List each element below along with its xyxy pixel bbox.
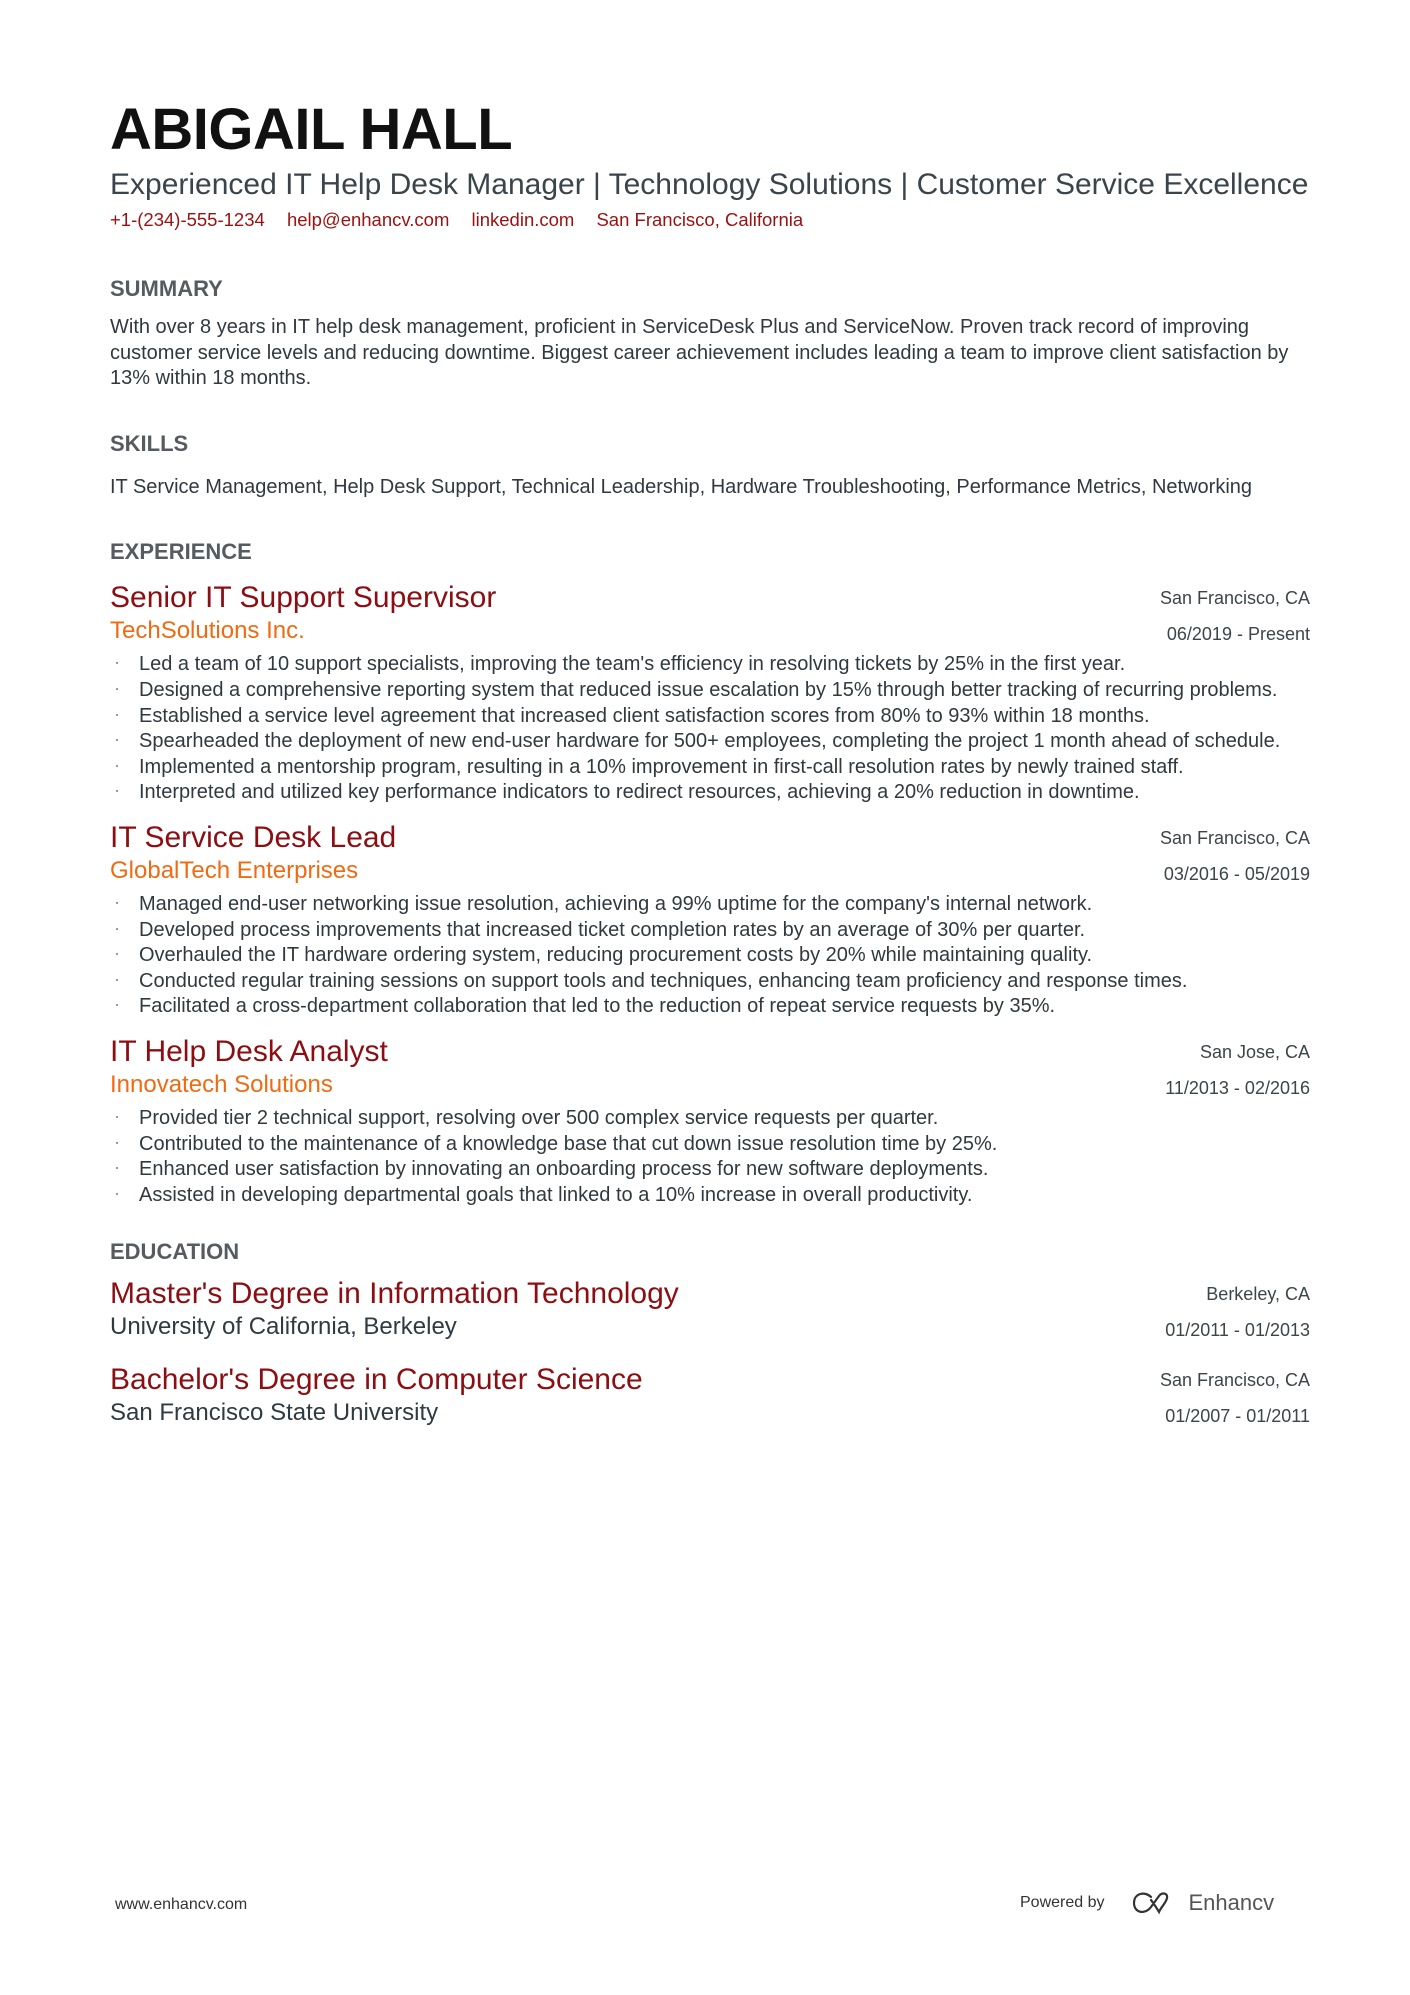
education-entry — [110, 1362, 1310, 1428]
education-location: Berkeley, CA — [1206, 1284, 1310, 1305]
bullet-item: · Implemented a mentorship program, resulting in a 10% improvement in first-call resolution rates by newly trained staff. — [110, 755, 1310, 781]
brand-name: Enhancv — [1188, 1890, 1275, 1915]
education-location: San Francisco, CA — [1159, 1370, 1310, 1391]
bullet-item: · Spearheaded the deployment of new end-user hardware for 500+ employees, completing the project 1 month ahead of schedule. — [110, 729, 1310, 755]
footer-branding — [1020, 1890, 1274, 1916]
degree: Master's Degree in Information Technology — [110, 1277, 679, 1311]
bullet-item: · Led a team of 10 support specialists, improving the team's efficiency in resolving tickets by 25% in the first year. — [110, 652, 1310, 678]
skills-section — [110, 430, 1310, 501]
education-section — [110, 1238, 1310, 1428]
school: University of California, Berkeley — [110, 1313, 457, 1341]
linkedin-link[interactable]: linkedin.com — [471, 209, 575, 230]
job-entry — [110, 820, 1310, 1020]
education-entry — [110, 1276, 1310, 1342]
company-name: TechSolutions Inc. — [110, 617, 305, 645]
education-meta — [1160, 1362, 1310, 1434]
email[interactable]: help@enhancv.com — [286, 209, 450, 230]
candidate-name: ABIGAIL HALL — [110, 97, 513, 162]
powered-by-label: Powered by — [1020, 1894, 1105, 1911]
job-bullets — [110, 892, 1310, 1020]
bullet-item: · Established a service level agreement that increased client satisfaction scores from 80% to 93% within 18 months. — [110, 704, 1310, 730]
section-title: SUMMARY — [110, 276, 223, 301]
job-meta — [1160, 580, 1310, 652]
enhancv-logo — [1131, 1890, 1275, 1916]
education-meta — [1165, 1276, 1310, 1348]
job-meta — [1165, 1034, 1310, 1106]
skills-text: IT Service Management, Help Desk Support, Technical Leadership, Hardware Troubleshooting, Performance Metrics, Networking — [110, 475, 1253, 498]
bullet-item: · Developed process improvements that increased ticket completion rates by an average of 30% per quarter. — [110, 918, 1310, 944]
company-name: GlobalTech Enterprises — [110, 856, 359, 884]
bullet-item: · Assisted in developing departmental goals that linked to a 10% increase in overall productivity. — [110, 1183, 1310, 1209]
headline: Experienced IT Help Desk Manager | Technology Solutions | Customer Service Excellence — [110, 168, 1309, 201]
bullet-item: · Conducted regular training sessions on support tools and techniques, enhancing team proficiency and response times. — [110, 969, 1310, 995]
education-dates: 01/2007 - 01/2011 — [1165, 1406, 1310, 1427]
section-title: SKILLS — [110, 430, 189, 456]
summary-section — [110, 275, 1310, 392]
school: San Francisco State University — [110, 1399, 439, 1427]
job-title: Senior IT Support Supervisor — [110, 581, 497, 615]
bullet-item: · Contributed to the maintenance of a knowledge base that cut down issue resolution time by 25%. — [110, 1132, 1310, 1158]
job-location: San Francisco, CA — [1159, 588, 1310, 609]
job-bullets — [110, 652, 1310, 806]
degree: Bachelor's Degree in Computer Science — [110, 1363, 643, 1397]
bullet-item: · Interpreted and utilized key performance indicators to redirect resources, achieving a 20% reduction in downtime. — [110, 780, 1310, 806]
bullet-item: · Facilitated a cross-department collaboration that led to the reduction of repeat service requests by 35%. — [110, 994, 1310, 1020]
job-dates: 03/2016 - 05/2019 — [1163, 863, 1310, 884]
resume — [110, 96, 1310, 1448]
job-title: IT Service Desk Lead — [110, 820, 397, 854]
footer-website[interactable]: www.enhancv.com — [115, 1896, 248, 1913]
job-meta — [1160, 820, 1310, 892]
bullet-item: · Provided tier 2 technical support, resolving over 500 complex service requests per quarter. — [110, 1106, 1310, 1132]
job-entry — [110, 1034, 1310, 1208]
job-location: San Jose, CA — [1199, 1041, 1310, 1062]
job-dates: 11/2013 - 02/2016 — [1165, 1077, 1310, 1098]
location: San Francisco, California — [596, 209, 804, 230]
job-dates: 06/2019 - Present — [1166, 624, 1310, 645]
contact-info — [110, 207, 1310, 233]
bullet-item: · Designed a comprehensive reporting system that reduced issue escalation by 15% through better tracking of recurring problems. — [110, 678, 1310, 704]
enhancv-logo-icon — [1131, 1891, 1177, 1915]
job-location: San Francisco, CA — [1159, 827, 1310, 848]
company-name: Innovatech Solutions — [110, 1070, 333, 1098]
education-dates: 01/2011 - 01/2013 — [1165, 1320, 1310, 1341]
job-entry — [110, 580, 1310, 806]
bullet-item: · Overhauled the IT hardware ordering system, reducing procurement costs by 20% while maintaining quality. — [110, 943, 1310, 969]
bullet-item: · Enhanced user satisfaction by innovating an onboarding process for new software deployments. — [110, 1157, 1310, 1183]
experience-section — [110, 538, 1310, 1208]
job-title: IT Help Desk Analyst — [110, 1034, 388, 1068]
section-title: EXPERIENCE — [110, 539, 252, 565]
phone[interactable]: +1-(234)-555-1234 — [110, 209, 265, 230]
section-title: EDUCATION — [110, 1239, 240, 1265]
job-bullets — [110, 1106, 1310, 1208]
summary-text: With over 8 years in IT help desk management, proficient in ServiceDesk Plus and ServiceNow. Proven track record of improving customer service levels and reducing downtime. Biggest career achievement includes leading a team to improve client satisfaction by 13% within 18 months. — [110, 316, 1289, 390]
bullet-item: · Managed end-user networking issue resolution, achieving a 99% uptime for the company's internal network. — [110, 892, 1310, 918]
